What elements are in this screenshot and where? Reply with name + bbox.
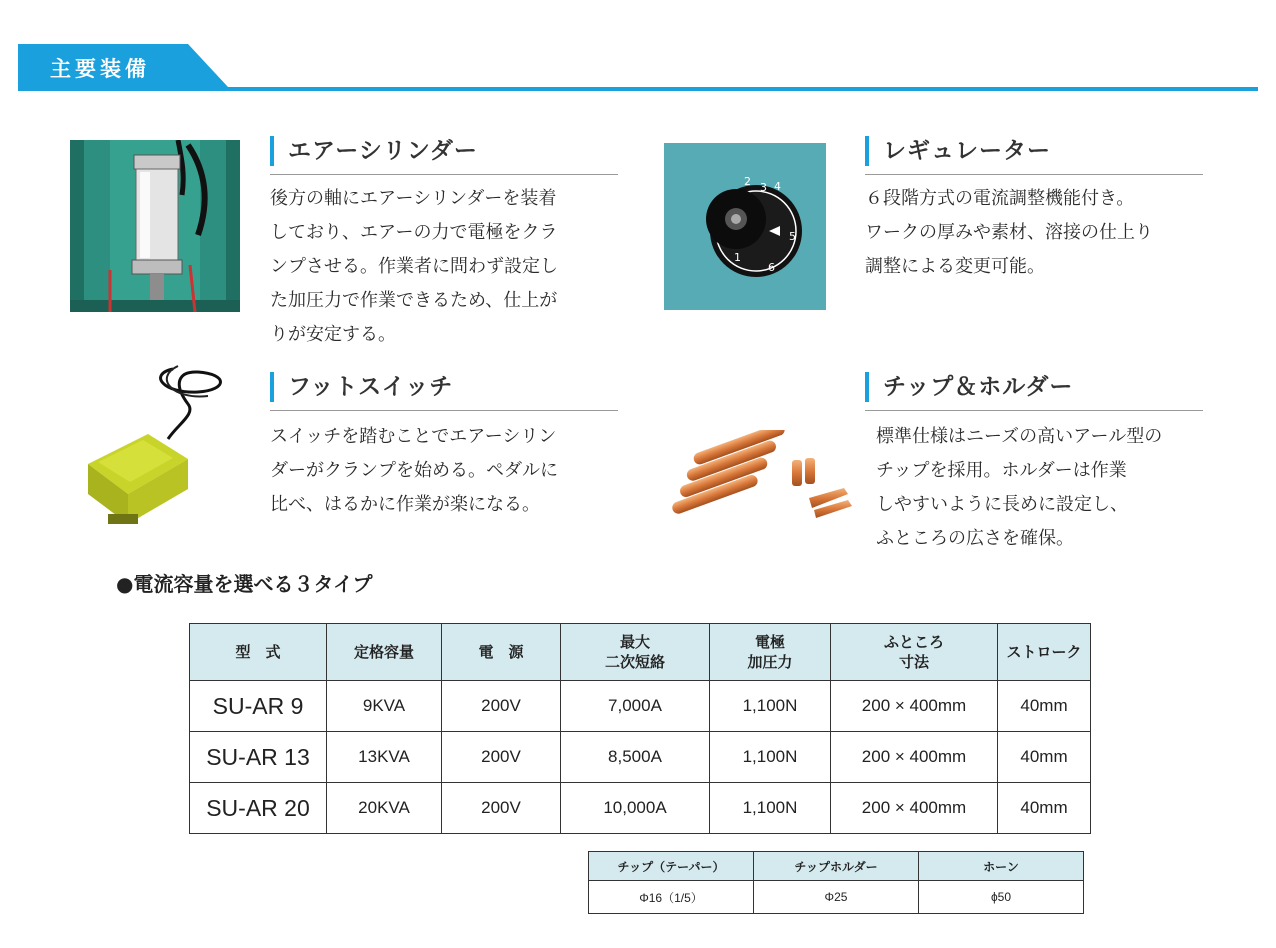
- header-label: 電極: [754, 633, 785, 651]
- table-row: [190, 783, 1091, 834]
- cell-rated-capacity: 13KVA: [327, 732, 442, 783]
- air-cylinder-rule: [270, 174, 618, 175]
- description-line: チップを採用。ホルダーは作業: [876, 460, 1127, 481]
- cell-max-short-circuit: 7,000A: [561, 681, 710, 732]
- cell-stroke: 40mm: [998, 732, 1091, 783]
- tips-table: [588, 851, 1084, 914]
- types-heading: ●電流容量を選べる３タイプ: [116, 572, 373, 596]
- header-tip: チップ（テーパー）: [589, 852, 754, 881]
- dial-number: 4: [774, 180, 781, 193]
- cell-electrode-force: 1,100N: [710, 732, 831, 783]
- header-label: 定格容量: [353, 643, 414, 661]
- description-line: しやすいように長めに設定し、: [876, 494, 1128, 515]
- tip-holder-title: チップ＆ホルダー: [865, 372, 1073, 402]
- description-line: た加圧力で作業できるため、仕上が: [270, 290, 558, 311]
- description-line: 調整による変更可能。: [865, 256, 1045, 277]
- header-label: ストローク: [1006, 643, 1082, 661]
- header-label: 二次短絡: [604, 653, 665, 671]
- cell-throat-size: 200 × 400mm: [831, 783, 998, 834]
- cell-throat-size: 200 × 400mm: [831, 681, 998, 732]
- header-label: 加圧力: [747, 653, 793, 671]
- description-line: りが安定する。: [270, 324, 396, 345]
- tip-holder-image: [664, 430, 854, 520]
- air-cylinder-image: [70, 140, 240, 312]
- header-label: 電 源: [478, 643, 524, 661]
- foot-switch-rule: [270, 410, 618, 411]
- cell-model: SU-AR 20: [190, 783, 327, 834]
- header-stroke: [998, 624, 1091, 681]
- foot-switch-image: [78, 364, 240, 536]
- description-line: ダーがクランプを始める。ペダルに: [270, 460, 558, 481]
- air-cylinder-title: エアーシリンダー: [270, 136, 478, 166]
- cell-electrode-force: 1,100N: [710, 783, 831, 834]
- table-row: [190, 681, 1091, 732]
- description-line: ンプさせる。作業者に問わず設定し: [270, 256, 558, 277]
- dial-number: 5: [789, 230, 796, 243]
- description-line: ６段階方式の電流調整機能付き。: [865, 188, 1135, 209]
- tip-holder-description: [876, 420, 1236, 556]
- cell-horn: ϕ50: [919, 881, 1084, 914]
- header-label: 最大: [619, 633, 650, 651]
- cell-rated-capacity: 20KVA: [327, 783, 442, 834]
- header-label: 寸法: [898, 653, 929, 671]
- table-row: [589, 881, 1084, 914]
- table-row: [190, 732, 1091, 783]
- table-header-row: [589, 852, 1084, 881]
- cell-model: SU-AR 13: [190, 732, 327, 783]
- table-header-row: [190, 624, 1091, 681]
- cell-stroke: 40mm: [998, 783, 1091, 834]
- header-tip-holder: チップホルダー: [754, 852, 919, 881]
- cell-max-short-circuit: 10,000A: [561, 783, 710, 834]
- tip-holder-rule: [865, 410, 1203, 411]
- header-label: 型 式: [235, 643, 281, 661]
- spec-table: [189, 623, 1091, 834]
- section-divider: [18, 87, 1258, 91]
- description-line: ワークの厚みや素材、溶接の仕上り: [865, 222, 1153, 243]
- cell-max-short-circuit: 8,500A: [561, 732, 710, 783]
- section-header: [18, 44, 1258, 90]
- header-max-short-circuit: [561, 624, 710, 681]
- cell-power: 200V: [442, 732, 561, 783]
- regulator-rule: [865, 174, 1203, 175]
- cell-electrode-force: 1,100N: [710, 681, 831, 732]
- dial-number: 2: [744, 175, 751, 188]
- dial-number: 6: [768, 261, 775, 274]
- description-line: 標準仕様はニーズの高いアール型の: [876, 426, 1163, 447]
- regulator-image: [664, 143, 826, 310]
- dial-number: 1: [734, 251, 741, 264]
- cell-model: SU-AR 9: [190, 681, 327, 732]
- air-cylinder-description: [270, 182, 630, 352]
- description-line: 後方の軸にエアーシリンダーを装着: [270, 188, 557, 209]
- header-power: [442, 624, 561, 681]
- cell-power: 200V: [442, 681, 561, 732]
- description-line: 比べ、はるかに作業が楽になる。: [270, 494, 540, 515]
- header-horn: ホーン: [919, 852, 1084, 881]
- cell-tip-holder: Φ25: [754, 881, 919, 914]
- description-line: しており、エアーの力で電極をクラ: [270, 222, 558, 243]
- cell-rated-capacity: 9KVA: [327, 681, 442, 732]
- dial-number: 3: [760, 181, 767, 194]
- header-electrode-force: [710, 624, 831, 681]
- regulator-title: レギュレーター: [865, 136, 1051, 166]
- foot-switch-title: フットスイッチ: [270, 372, 453, 402]
- description-line: スイッチを踏むことでエアーシリン: [270, 426, 557, 447]
- cell-throat-size: 200 × 400mm: [831, 732, 998, 783]
- header-rated-capacity: [327, 624, 442, 681]
- cell-tip: Φ16（1/5）: [589, 881, 754, 914]
- section-title: 主要装備: [50, 57, 150, 81]
- foot-switch-description: [270, 420, 630, 522]
- cell-power: 200V: [442, 783, 561, 834]
- cell-stroke: 40mm: [998, 681, 1091, 732]
- regulator-description: [865, 182, 1225, 284]
- header-label: ふところ: [883, 633, 944, 651]
- header-throat-size: [831, 624, 998, 681]
- header-model: [190, 624, 327, 681]
- description-line: ふところの広さを確保。: [876, 528, 1074, 549]
